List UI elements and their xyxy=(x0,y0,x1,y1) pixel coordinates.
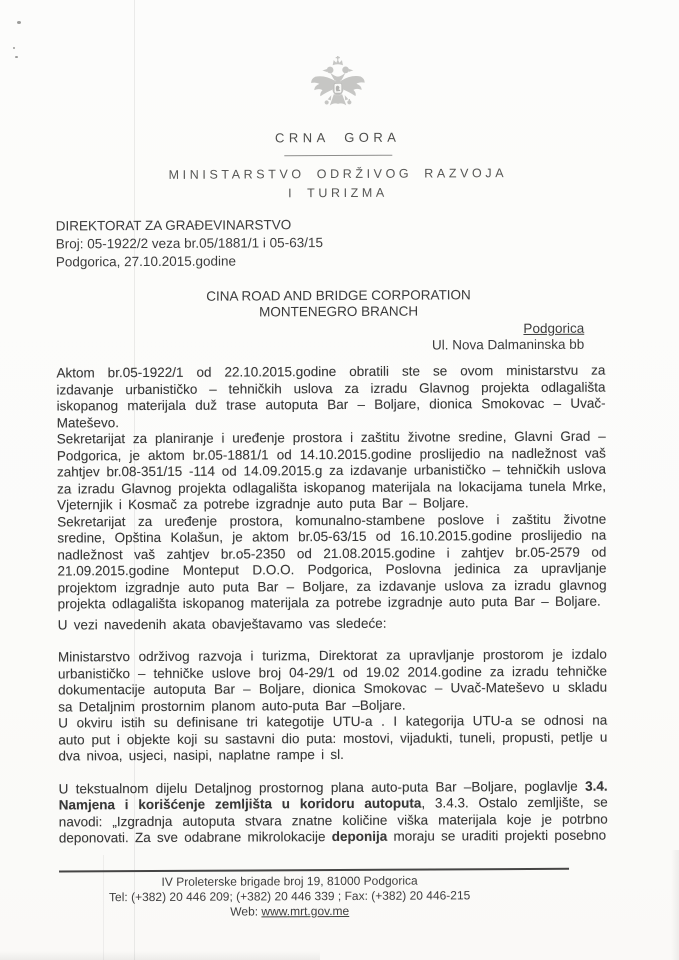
place-and-date: Podgorica, 27.10.2015.godine xyxy=(55,253,237,270)
footer-phones: Tel: (+382) 20 446 209; (+382) 20 446 339 ; Fax: (+382) 20 446-215 xyxy=(109,888,471,905)
footer-address: IV Proleterske brigade broj 19, 81000 Podgorica xyxy=(161,873,418,889)
ministry-name-line2: I TURIZMA xyxy=(288,185,388,201)
letter-footer xyxy=(2,867,679,921)
reference-block xyxy=(56,216,323,271)
recipient-street: Ul. Nova Dalmaninska bb xyxy=(431,336,585,353)
letterhead-divider xyxy=(284,155,392,157)
montenegro-coat-of-arms-icon xyxy=(306,56,368,123)
paragraph-7 xyxy=(59,778,608,847)
letter-body xyxy=(56,363,608,847)
recipient-name-line1: CINA ROAD AND BRIDGE CORPORATION xyxy=(206,287,471,304)
ministry-name-line1: MINISTARSTVO ODRŽIVOG RAZVOJA xyxy=(168,166,508,182)
paragraph-4: U vezi navedenih akata obavještavamo vas sledeće: xyxy=(57,615,387,632)
recipient-block xyxy=(0,286,678,322)
recipient-address-block xyxy=(432,321,584,354)
footer-web-link[interactable]: www.mrt.gov.me xyxy=(261,903,350,919)
footer-divider xyxy=(59,868,569,873)
paragraph-1: Aktom br.05-1922/1 od 22.10.2015.godine obratili ste se ovom ministarstvu za izdavanje urbanističko – tehničkih uslova za izradu Glavnog projekta odlagališta iskopanog materijala duž trase autoputa Bar – Boljare, dionica Smokovac – Uvač-Mateševo. xyxy=(56,362,606,430)
directorate-name: DIREKTORAT ZA GRAĐEVINARSTVO xyxy=(55,217,292,234)
letterhead xyxy=(0,54,678,205)
paragraph-5: Ministarstvo održivog razvoja i turizma, Direktorat za upravljanje prostorom je izdalo urbanističko – tehničke uslove broj 04-29/1 od 19.02 2014.godine za izradu tehničke dokumentacije autoputa Bar – Boljare, dionica Smokovac – Uvač-Mateševo u skladu sa Detaljnim prostornim planom auto-puta Bar –Boljare. xyxy=(57,646,608,714)
recipient-name-line2: MONTENEGRO BRANCH xyxy=(259,303,419,320)
reference-number: Broj: 05-1922/2 veza br.05/1881/1 i 05-63/15 xyxy=(55,235,323,252)
paragraph-2: Sekretarijat za planiranje i uređenje prostora i zaštitu životne sredine, Glavni Grad – Podgorica, je aktom br.05-1881/1 od 14.10.2015.godine proslijedio na nadležnost vaš zahtjev br.08-351/15 -114 od 14.09.2015.g za izdavanje urbanističko – tehničkih uslova za izradu Glavnog projekta odlagališta iskopanog materijala na lokacijama tunela Mrke, Vjeternjik i Kosmač za potrebe izgradnje auto puta Bar – Boljare. xyxy=(56,428,607,513)
paragraph-7-bold-word: deponija xyxy=(331,828,388,845)
paragraph-7-text: U tekstualnom dijelu Detaljnog prostornog plana auto-puta Bar –Boljare, poglavlje xyxy=(58,778,586,796)
paragraph-3: Sekretarijat za uređenje prostora, komunalno-stambene poslove i zaštitu životne sredine, Opština Kolašun, je aktom br.05-63/15 od 16.10.2015.godine proslijedio na nadležnost vaš zahtjev br.o5-2350 od 21.08.2015.godine i zahtjev br.05-2579 od 21.09.2015.godine Monteput D.O.O. Podgorica, Poslovna jedinica za upravljanje projektom izgradnje auto puta Bar – Boljare, za izdavanje uslova za izradu glavnog projekta odlagališta iskopanog materijala za potrebe izgradnje auto puta Bar – Boljare. xyxy=(57,511,607,612)
recipient-city: Podgorica xyxy=(523,320,585,337)
paragraph-7-text: , 3.4.3. Ostalo zemljište, se navodi: „Izgradnja autoputa stvara znatne količine viška materijala koje je potrbno deponovati. Za sve odabrane mikrolokacije xyxy=(58,794,608,846)
footer-web-line xyxy=(2,903,577,921)
footer-web-label: Web: xyxy=(230,904,262,919)
paragraph-7-bold-heading: 3.4. Namjena i korišćenje zemljišta u koridoru autoputa xyxy=(58,778,608,813)
paragraph-6: U okviru istih su definisane tri kategotije UTU-a . I kategorija UTU-a se odnosi na auto put i objekte koji su sastavni dio puta: mostovi, vijadukti, tuneli, propusti, petlje u dva nivoa, usjeci, nasipi, naplatne rampe i sl. xyxy=(58,712,608,764)
country-name: CRNA GORA xyxy=(274,129,401,146)
paragraph-7-text: moraju se uraditi projekti posebno xyxy=(387,827,607,844)
